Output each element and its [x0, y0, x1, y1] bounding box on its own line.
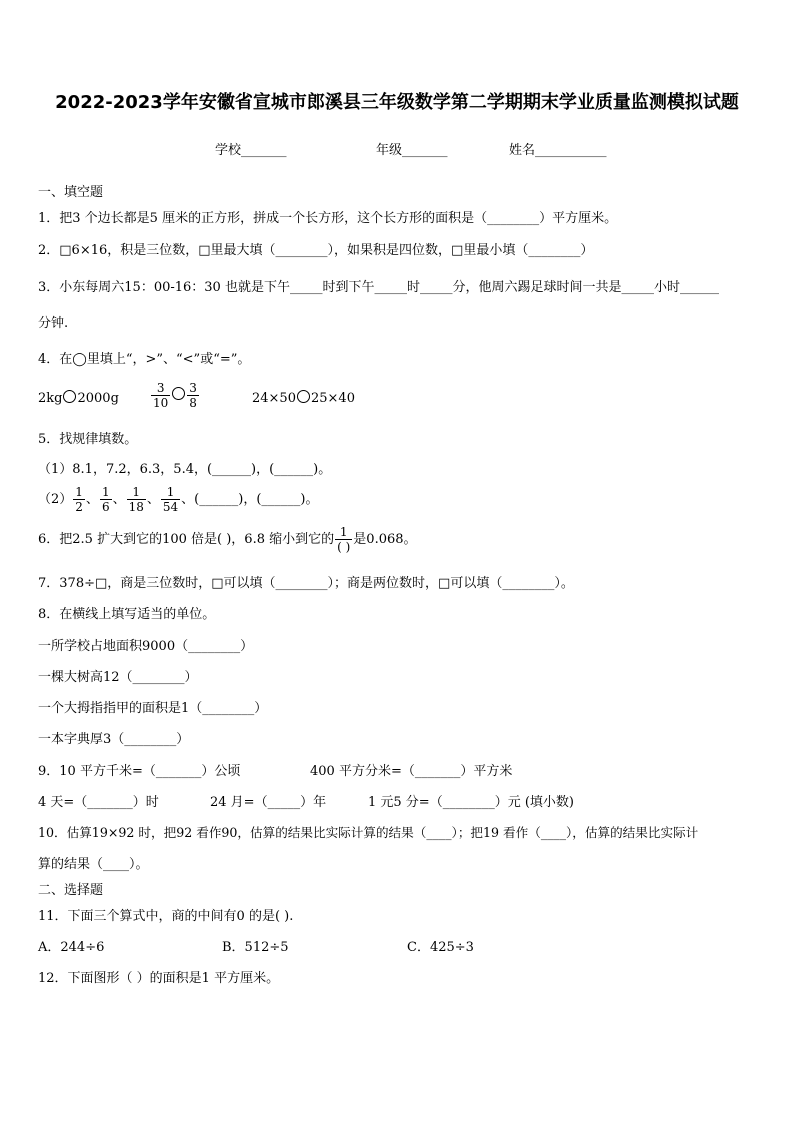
question-8-item: 一所学校占地面积9000（________）: [38, 639, 254, 654]
question-3-line-2: 分钟.: [38, 316, 69, 331]
fraction: $\frac{1}{18}$: [128, 485, 144, 514]
question-9-row-2a: 4 天=（_______）时: [38, 795, 159, 810]
fraction: $\frac{1}{6}$: [101, 485, 110, 514]
question-11: 11．下面三个算式中，商的中间有0 的是( ).: [38, 909, 294, 924]
question-10-line-1: 10．估算19×92 时，把92 看作90，估算的结果比实际计算的结果（____）；把19 看作（____），估算的结果比实际计: [38, 825, 699, 840]
question-8-item: 一个大拇指指甲的面积是1（________）: [38, 701, 268, 716]
question-4-item-b: [150, 381, 200, 410]
question-11-option-b: B．512÷5: [222, 940, 289, 955]
question-9-row-1a: 9．10 平方千米=（_______）公顷: [38, 764, 241, 779]
question-4: 4．在◯里填上“，>”、“<”或“=”。: [38, 352, 251, 367]
fraction: $\frac{3}{10}$: [153, 381, 169, 410]
compare-circle-icon: [172, 387, 185, 400]
fraction: $\frac{1}{2}$: [75, 485, 83, 514]
question-2: 2．□6×16，积是三位数，□里最大填（________），如果积是四位数，□里最小填（________）: [38, 243, 594, 258]
question-7: 7．378÷□，商是三位数时，□可以填（________）；商是两位数时，□可以填（________）。: [38, 576, 574, 591]
fraction: $\frac{1}{54}$: [162, 485, 179, 514]
question-11-option-a: A．244÷6: [38, 940, 105, 955]
section-heading-choice: 二、选择题: [38, 883, 104, 898]
question-8: 8．在横线上填写适当的单位。: [38, 607, 216, 622]
fraction: $\frac{3}{8}$: [189, 381, 197, 410]
question-5-part-2: （2） $\frac{1}{2}$ 、 $\frac{1}{6}$ 、 $\frac{1}{18}$ 、 $\frac{1}{54}$ 、(______)，(______)。: [38, 485, 319, 514]
question-1: 1．把3 个边长都是5 厘米的正方形，拼成一个长方形，这个长方形的面积是（________）平方厘米。: [38, 211, 618, 226]
compare-circle-icon: [297, 390, 310, 403]
section-heading-fill: 一、填空题: [38, 185, 104, 200]
question-5-part-1: （1）8.1，7.2，6.3，5.4，(______)，(______)。: [38, 462, 332, 477]
question-9-row-2c: 1 元5 分=（________）元 (填小数): [368, 795, 574, 810]
question-4-item-a: 2kg 2000g: [38, 391, 119, 406]
compare-circle-icon: [63, 390, 76, 403]
grade-field: 年级_______: [376, 143, 448, 158]
school-field: 学校_______: [215, 143, 287, 158]
page-title: 2022-2023学年安徽省宣城市郎溪县三年级数学第二学期期末学业质量监测模拟试题: [55, 92, 739, 113]
fraction: $\frac{1}{( )}$: [337, 525, 351, 554]
question-4-item-c: 24×50 25×40: [252, 391, 355, 406]
question-3-line-1: 3．小东每周六15：00-16：30 也就是下午_____时到下午_____时_____分，他周六踢足球时间一共是_____小时______: [38, 280, 719, 295]
question-11-option-c: C．425÷3: [407, 940, 474, 955]
name-field: 姓名___________: [509, 143, 607, 158]
question-8-item: 一棵大树高12（________）: [38, 670, 198, 685]
question-10-line-2: 算的结果（____）。: [38, 857, 149, 872]
question-8-item: 一本字典厚3（________）: [38, 732, 190, 747]
question-5: 5．找规律填数。: [38, 432, 138, 447]
question-6: 6．把2.5 扩大到它的100 倍是( )，6.8 缩小到它的 $\frac{1}{( )}$ 是0.068。: [38, 525, 417, 554]
question-9-row-2b: 24 月=（_____）年: [210, 795, 327, 810]
question-12: 12．下面图形（ ）的面积是1 平方厘米。: [38, 971, 280, 986]
question-9-row-1b: 400 平方分米=（_______）平方米: [310, 764, 513, 779]
